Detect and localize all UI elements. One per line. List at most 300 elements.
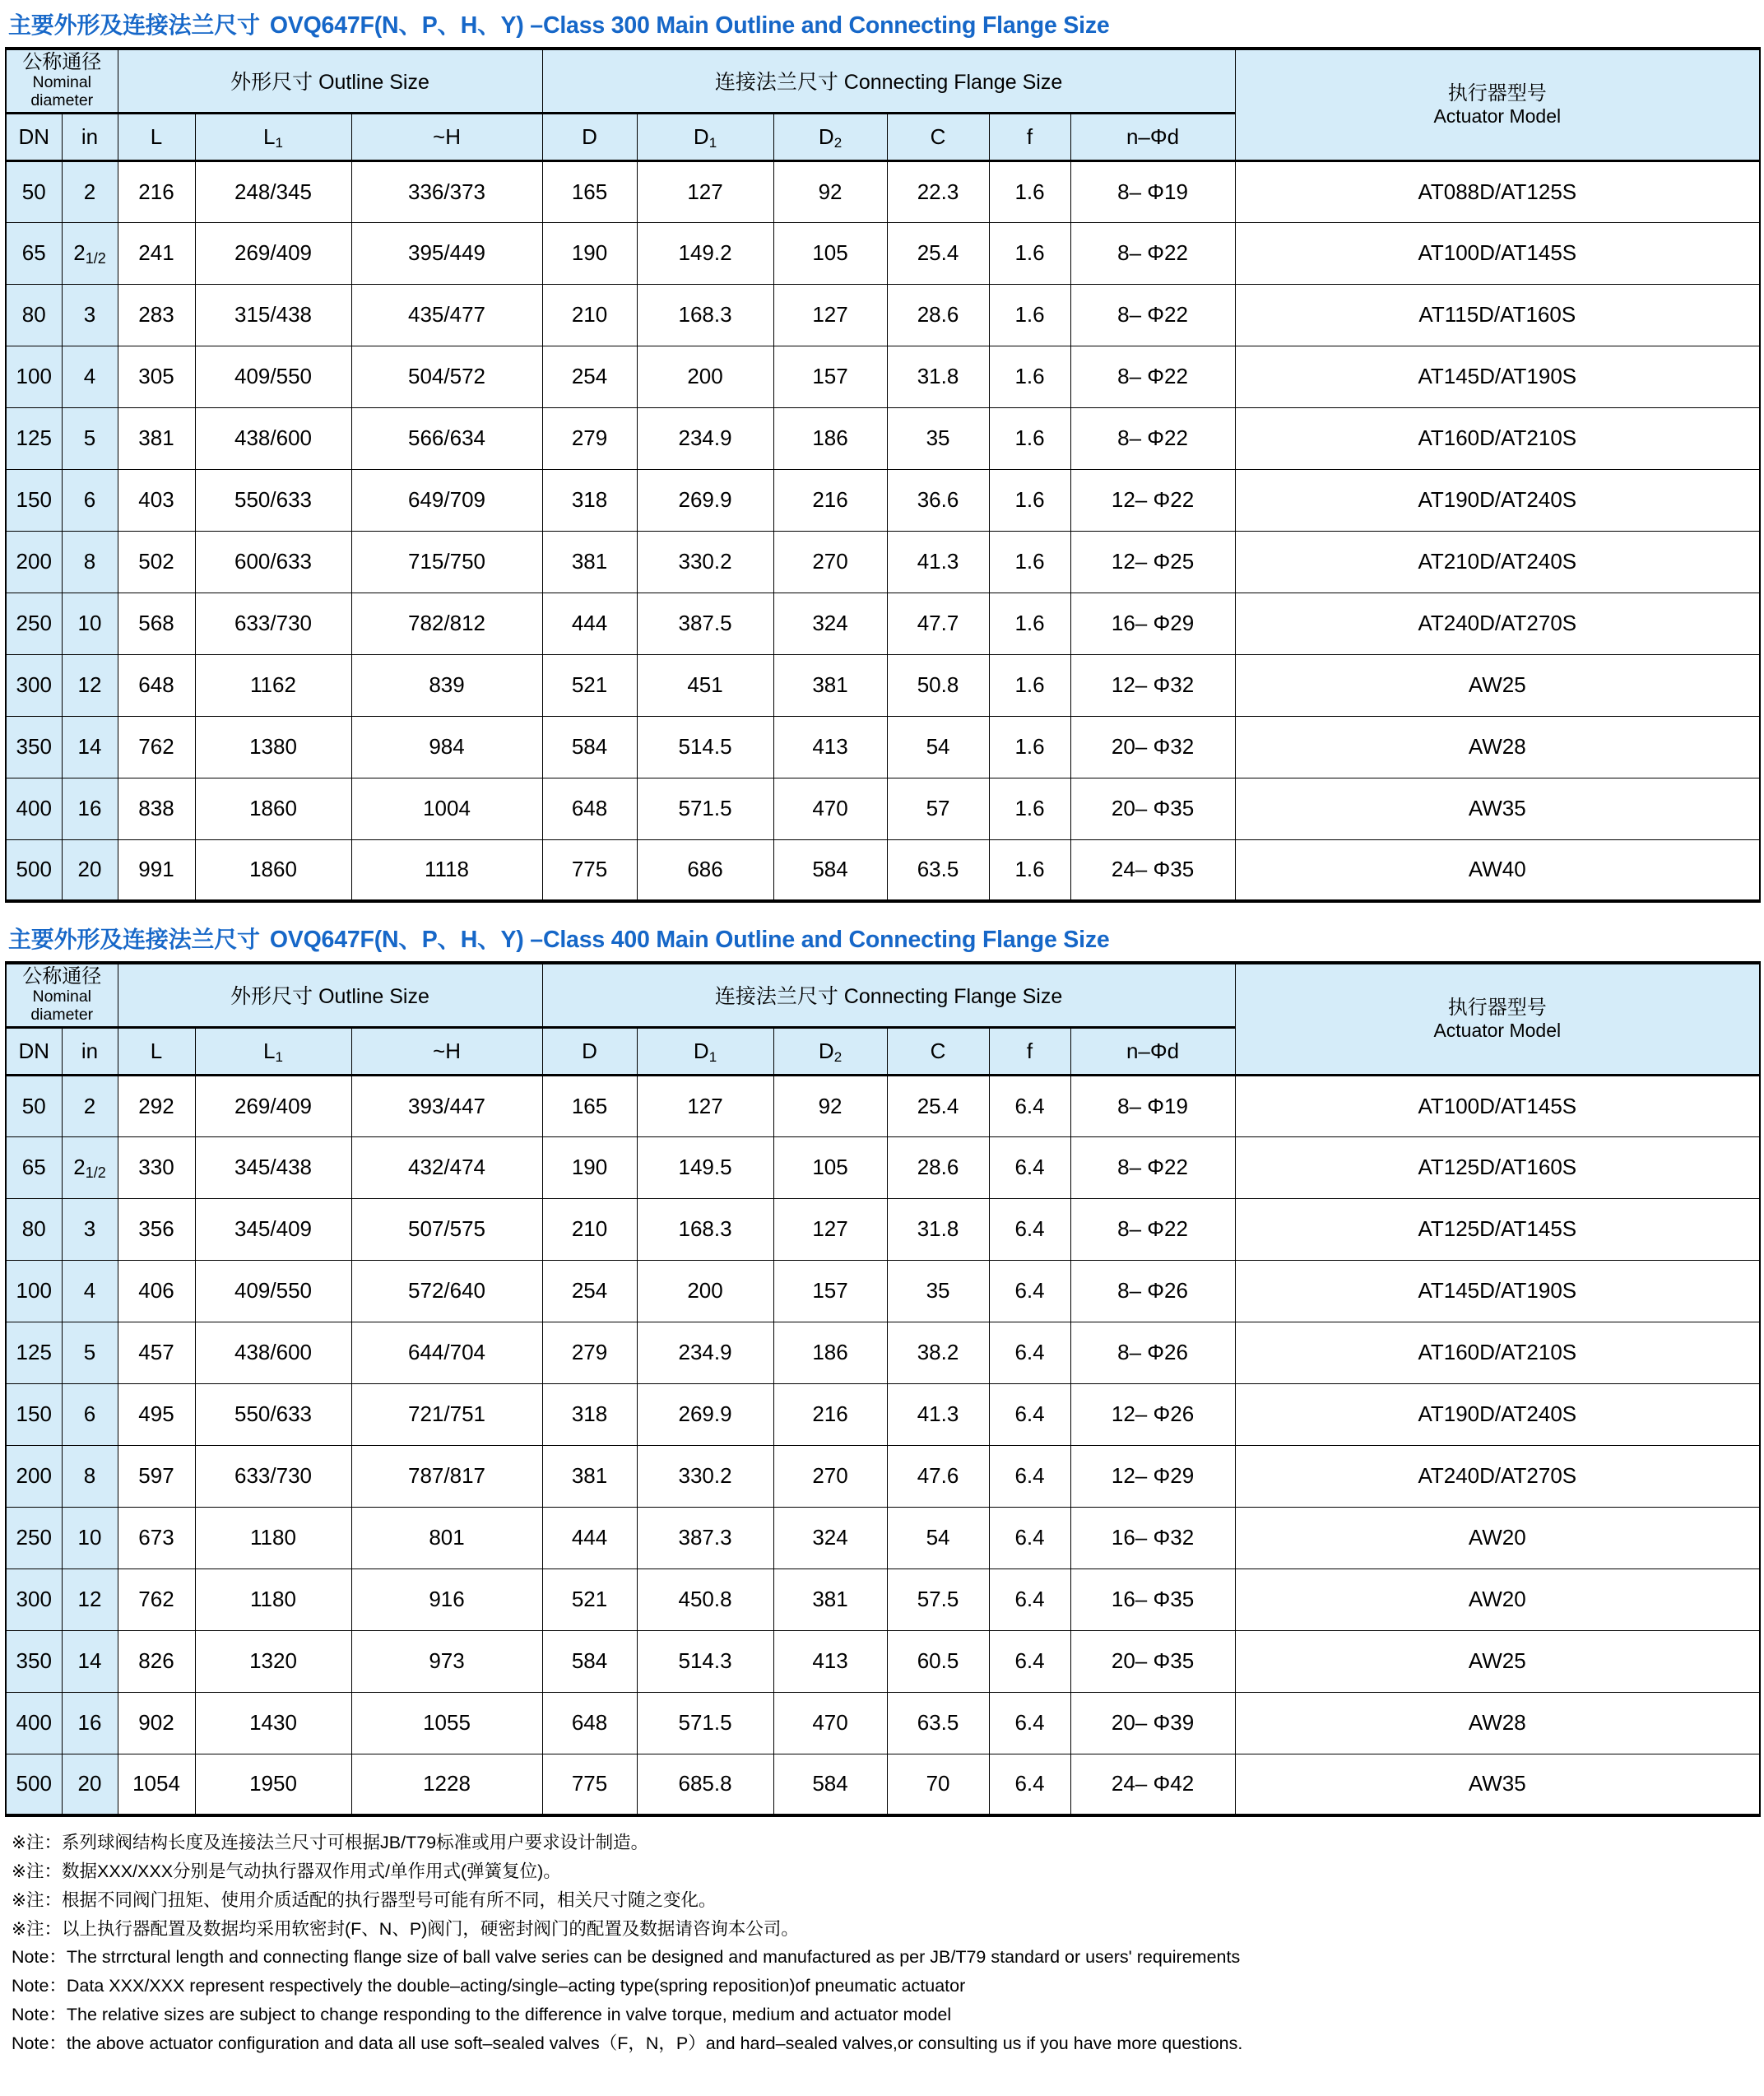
cell-L: 356 bbox=[118, 1198, 195, 1260]
cell-D2: 186 bbox=[773, 407, 887, 469]
cell-actuator: AT160D/AT210S bbox=[1235, 407, 1760, 469]
cell-in: 5 bbox=[62, 1322, 118, 1383]
cell-nfd: 8– Φ22 bbox=[1070, 222, 1235, 284]
cell-D2: 381 bbox=[773, 1569, 887, 1630]
cell-C: 63.5 bbox=[887, 1692, 989, 1754]
cell-H: 839 bbox=[351, 654, 542, 716]
cell-L: 838 bbox=[118, 778, 195, 839]
cell-dn: 150 bbox=[6, 1383, 62, 1445]
cell-D: 381 bbox=[542, 531, 637, 593]
cell-D: 318 bbox=[542, 469, 637, 531]
cell-H: 393/447 bbox=[351, 1075, 542, 1136]
cell-D1: 234.9 bbox=[637, 407, 773, 469]
table-row bbox=[6, 839, 1760, 901]
cell-H: 973 bbox=[351, 1630, 542, 1692]
cell-L1: 1950 bbox=[195, 1754, 351, 1815]
cell-actuator: AW28 bbox=[1235, 1692, 1760, 1754]
cell-L1: 315/438 bbox=[195, 284, 351, 346]
cell-C: 22.3 bbox=[887, 160, 989, 222]
cell-in: 14 bbox=[62, 1630, 118, 1692]
cell-f: 1.6 bbox=[989, 346, 1070, 407]
section-title-en-2: OVQ647F(N、P、H、Y) –Class 400 Main Outline and Connecting Flange Size bbox=[269, 927, 1110, 954]
cell-D2: 324 bbox=[773, 1507, 887, 1569]
spec-table-class-300 bbox=[5, 47, 1761, 903]
col-header-d2: $D_2$ bbox=[773, 113, 887, 160]
table-row bbox=[6, 1383, 1760, 1445]
cell-C: 47.6 bbox=[887, 1445, 989, 1507]
cell-C: 36.6 bbox=[887, 469, 989, 531]
cell-D: 318 bbox=[542, 1383, 637, 1445]
cell-H: 336/373 bbox=[351, 160, 542, 222]
cell-D: 775 bbox=[542, 1754, 637, 1815]
cell-D2: 157 bbox=[773, 346, 887, 407]
cell-f: 6.4 bbox=[989, 1630, 1070, 1692]
cell-D: 521 bbox=[542, 1569, 637, 1630]
cell-H: 916 bbox=[351, 1569, 542, 1630]
cell-nfd: 20– Φ35 bbox=[1070, 1630, 1235, 1692]
cell-dn: 65 bbox=[6, 1136, 62, 1198]
cell-L1: 1380 bbox=[195, 716, 351, 778]
cell-D: 190 bbox=[542, 1136, 637, 1198]
cell-D2: 270 bbox=[773, 531, 887, 593]
cell-D2: 92 bbox=[773, 1075, 887, 1136]
note-en-line: Note：Data XXX/XXX represent respectively the double–acting/single–acting type(spring reposition)of pneumatic actuator bbox=[12, 1976, 966, 1996]
cell-L: 762 bbox=[118, 716, 195, 778]
table-body-class-300 bbox=[6, 160, 1760, 901]
cell-actuator: AW40 bbox=[1235, 839, 1760, 901]
cell-D: 381 bbox=[542, 1445, 637, 1507]
cell-L: 762 bbox=[118, 1569, 195, 1630]
cell-D1: 200 bbox=[637, 1260, 773, 1322]
cell-nfd: 20– Φ32 bbox=[1070, 716, 1235, 778]
cell-nfd: 16– Φ29 bbox=[1070, 593, 1235, 654]
cell-dn: 65 bbox=[6, 222, 62, 284]
cell-in: 2 bbox=[62, 1075, 118, 1136]
cell-in: 12 bbox=[62, 1569, 118, 1630]
cell-L1: 269/409 bbox=[195, 222, 351, 284]
cell-L: 1054 bbox=[118, 1754, 195, 1815]
cell-dn: 250 bbox=[6, 1507, 62, 1569]
cell-L1: 1180 bbox=[195, 1507, 351, 1569]
cell-in: 14 bbox=[62, 716, 118, 778]
cell-L1: 1320 bbox=[195, 1630, 351, 1692]
cell-D: 444 bbox=[542, 1507, 637, 1569]
cell-H: 1055 bbox=[351, 1692, 542, 1754]
cell-nfd: 8– Φ22 bbox=[1070, 407, 1235, 469]
header-actuator-model bbox=[1235, 49, 1760, 160]
note-en-line: Note：The relative sizes are subject to change responding to the difference in valve torque, medium and actuator model bbox=[12, 2005, 952, 2025]
cell-dn: 80 bbox=[6, 284, 62, 346]
cell-L: 305 bbox=[118, 346, 195, 407]
cell-in: 4 bbox=[62, 346, 118, 407]
cell-dn: 500 bbox=[6, 1754, 62, 1815]
cell-nfd: 12– Φ25 bbox=[1070, 531, 1235, 593]
table-row bbox=[6, 716, 1760, 778]
cell-nfd: 12– Φ22 bbox=[1070, 469, 1235, 531]
table-row bbox=[6, 1507, 1760, 1569]
cell-in: 8 bbox=[62, 1445, 118, 1507]
cell-D1: 330.2 bbox=[637, 531, 773, 593]
cell-actuator: AT100D/AT145S bbox=[1235, 222, 1760, 284]
table-row bbox=[6, 1322, 1760, 1383]
cell-dn: 50 bbox=[6, 160, 62, 222]
note-cn-line: ※注：以上执行器配置及数据均采用软密封(F、N、P)阀门，硬密封阀门的配置及数据请咨询本公司。 bbox=[12, 1918, 799, 1939]
cell-L1: 345/438 bbox=[195, 1136, 351, 1198]
cell-D1: 571.5 bbox=[637, 1692, 773, 1754]
header-nominal-diameter-cn: 公称通径 bbox=[22, 51, 102, 73]
cell-f: 6.4 bbox=[989, 1198, 1070, 1260]
note-en-line: Note：the above actuator configuration and data all use soft–sealed valves（F，N，P）and hard–sealed valves,or consulting us if you have more questions. bbox=[12, 2033, 1243, 2053]
cell-L: 283 bbox=[118, 284, 195, 346]
cell-dn: 400 bbox=[6, 778, 62, 839]
cell-H: 395/449 bbox=[351, 222, 542, 284]
cell-L: 991 bbox=[118, 839, 195, 901]
cell-actuator: AW20 bbox=[1235, 1569, 1760, 1630]
cell-C: 25.4 bbox=[887, 222, 989, 284]
col-header-f-2: f bbox=[989, 1027, 1070, 1075]
cell-C: 41.3 bbox=[887, 1383, 989, 1445]
cell-actuator: AT190D/AT240S bbox=[1235, 1383, 1760, 1445]
cell-actuator: AT145D/AT190S bbox=[1235, 1260, 1760, 1322]
cell-in: 3 bbox=[62, 284, 118, 346]
cell-L: 502 bbox=[118, 531, 195, 593]
cell-D1: 234.9 bbox=[637, 1322, 773, 1383]
cell-D2: 216 bbox=[773, 469, 887, 531]
cell-in: 2 bbox=[62, 160, 118, 222]
cell-D2: 105 bbox=[773, 222, 887, 284]
section-title-cn-2: 主要外形及连接法兰尺寸 bbox=[8, 927, 260, 953]
cell-L1: 1860 bbox=[195, 778, 351, 839]
header-actuator-model-en-2: Actuator Model bbox=[1433, 1019, 1562, 1041]
cell-D1: 168.3 bbox=[637, 284, 773, 346]
cell-dn: 400 bbox=[6, 1692, 62, 1754]
cell-D2: 216 bbox=[773, 1383, 887, 1445]
cell-dn: 125 bbox=[6, 407, 62, 469]
cell-H: 566/634 bbox=[351, 407, 542, 469]
note-cn-line: ※注：系列球阀结构长度及连接法兰尺寸可根据JB/T79标准或用户要求设计制造。 bbox=[12, 1833, 649, 1853]
header-nominal-diameter-cn-2: 公称通径 bbox=[22, 965, 102, 988]
col-header-c-2: C bbox=[887, 1027, 989, 1075]
col-header-f: f bbox=[989, 113, 1070, 160]
cell-C: 25.4 bbox=[887, 1075, 989, 1136]
cell-L: 381 bbox=[118, 407, 195, 469]
cell-actuator: AT088D/AT125S bbox=[1235, 160, 1760, 222]
cell-C: 28.6 bbox=[887, 1136, 989, 1198]
cell-in: 12 bbox=[62, 654, 118, 716]
cell-in: 3 bbox=[62, 1198, 118, 1260]
cell-D2: 381 bbox=[773, 654, 887, 716]
cell-L: 648 bbox=[118, 654, 195, 716]
cell-dn: 100 bbox=[6, 346, 62, 407]
header-connecting-flange-size: 连接法兰尺寸 Connecting Flange Size bbox=[542, 49, 1235, 113]
cell-D: 775 bbox=[542, 839, 637, 901]
cell-nfd: 8– Φ26 bbox=[1070, 1260, 1235, 1322]
cell-nfd: 16– Φ35 bbox=[1070, 1569, 1235, 1630]
cell-D: 165 bbox=[542, 1075, 637, 1136]
note-en-line: Note：The strrctural length and connecting flange size of ball valve series can be designed and manufactured as per JB/T79 standard or users' requirements bbox=[12, 1947, 1241, 1968]
section-title-class-300 bbox=[5, 0, 1759, 47]
col-header-c: C bbox=[887, 113, 989, 160]
cell-H: 572/640 bbox=[351, 1260, 542, 1322]
cell-in: 10 bbox=[62, 593, 118, 654]
cell-D2: 470 bbox=[773, 1692, 887, 1754]
cell-D: 648 bbox=[542, 1692, 637, 1754]
cell-L1: 345/409 bbox=[195, 1198, 351, 1260]
cell-L: 330 bbox=[118, 1136, 195, 1198]
header-nominal-diameter-2 bbox=[6, 963, 118, 1027]
header-connecting-flange-size-2: 连接法兰尺寸 Connecting Flange Size bbox=[542, 963, 1235, 1027]
cell-L1: 438/600 bbox=[195, 407, 351, 469]
cell-C: 35 bbox=[887, 407, 989, 469]
cell-in: 4 bbox=[62, 1260, 118, 1322]
cell-actuator: AT160D/AT210S bbox=[1235, 1322, 1760, 1383]
cell-L1: 1430 bbox=[195, 1692, 351, 1754]
cell-in: 6 bbox=[62, 1383, 118, 1445]
cell-L: 216 bbox=[118, 160, 195, 222]
col-header-l-2: L bbox=[118, 1027, 195, 1075]
cell-C: 57 bbox=[887, 778, 989, 839]
col-header-dn-2: DN bbox=[6, 1027, 62, 1075]
cell-in: 21/2 bbox=[62, 222, 118, 284]
cell-nfd: 20– Φ35 bbox=[1070, 778, 1235, 839]
cell-nfd: 24– Φ42 bbox=[1070, 1754, 1235, 1815]
table-row bbox=[6, 531, 1760, 593]
header-nominal-diameter-en-2: Nominal diameter bbox=[30, 987, 94, 1024]
cell-D1: 514.3 bbox=[637, 1630, 773, 1692]
cell-in: 20 bbox=[62, 1754, 118, 1815]
cell-dn: 250 bbox=[6, 593, 62, 654]
cell-D1: 149.5 bbox=[637, 1136, 773, 1198]
cell-C: 38.2 bbox=[887, 1322, 989, 1383]
table-row bbox=[6, 1136, 1760, 1198]
table-row bbox=[6, 593, 1760, 654]
cell-dn: 300 bbox=[6, 1569, 62, 1630]
cell-L1: 633/730 bbox=[195, 1445, 351, 1507]
cell-D1: 149.2 bbox=[637, 222, 773, 284]
cell-nfd: 12– Φ29 bbox=[1070, 1445, 1235, 1507]
cell-D1: 269.9 bbox=[637, 469, 773, 531]
header-outline-size-2: 外形尺寸 Outline Size bbox=[118, 963, 542, 1027]
cell-f: 6.4 bbox=[989, 1322, 1070, 1383]
table-row bbox=[6, 778, 1760, 839]
cell-nfd: 8– Φ19 bbox=[1070, 160, 1235, 222]
col-header-h-2: ~H bbox=[351, 1027, 542, 1075]
table-header-group-row bbox=[6, 49, 1760, 113]
cell-D1: 269.9 bbox=[637, 1383, 773, 1445]
col-header-l1: $L_1$ bbox=[195, 113, 351, 160]
cell-actuator: AW35 bbox=[1235, 1754, 1760, 1815]
cell-D: 279 bbox=[542, 1322, 637, 1383]
cell-D: 165 bbox=[542, 160, 637, 222]
cell-L1: 409/550 bbox=[195, 346, 351, 407]
cell-nfd: 12– Φ32 bbox=[1070, 654, 1235, 716]
cell-in: 6 bbox=[62, 469, 118, 531]
table-row bbox=[6, 1260, 1760, 1322]
cell-H: 507/575 bbox=[351, 1198, 542, 1260]
cell-H: 432/474 bbox=[351, 1136, 542, 1198]
cell-L1: 1180 bbox=[195, 1569, 351, 1630]
cell-f: 1.6 bbox=[989, 593, 1070, 654]
note-cn-line: ※注：数据XXX/XXX分别是气动执行器双作用式/单作用式(弹簧复位)。 bbox=[12, 1861, 561, 1881]
cell-actuator: AW20 bbox=[1235, 1507, 1760, 1569]
cell-D2: 324 bbox=[773, 593, 887, 654]
cell-in: 20 bbox=[62, 839, 118, 901]
table-row bbox=[6, 469, 1760, 531]
header-actuator-model-cn-2: 执行器型号 bbox=[1447, 996, 1547, 1019]
header-outline-size: 外形尺寸 Outline Size bbox=[118, 49, 542, 113]
cell-f: 1.6 bbox=[989, 407, 1070, 469]
col-header-nfd-2: n–Φd bbox=[1070, 1027, 1235, 1075]
notes-english bbox=[12, 1943, 1759, 2057]
cell-f: 1.6 bbox=[989, 469, 1070, 531]
cell-dn: 80 bbox=[6, 1198, 62, 1260]
cell-in: 16 bbox=[62, 1692, 118, 1754]
cell-actuator: AT240D/AT270S bbox=[1235, 593, 1760, 654]
cell-L1: 1860 bbox=[195, 839, 351, 901]
cell-L: 495 bbox=[118, 1383, 195, 1445]
cell-f: 1.6 bbox=[989, 531, 1070, 593]
cell-f: 6.4 bbox=[989, 1569, 1070, 1630]
table-row bbox=[6, 1198, 1760, 1260]
cell-L: 597 bbox=[118, 1445, 195, 1507]
section-title-en: OVQ647F(N、P、H、Y) –Class 300 Main Outline and Connecting Flange Size bbox=[269, 12, 1110, 39]
cell-dn: 200 bbox=[6, 531, 62, 593]
cell-actuator: AT145D/AT190S bbox=[1235, 346, 1760, 407]
cell-D2: 92 bbox=[773, 160, 887, 222]
col-header-h: ~H bbox=[351, 113, 542, 160]
cell-D1: 127 bbox=[637, 160, 773, 222]
cell-D2: 186 bbox=[773, 1322, 887, 1383]
cell-D1: 514.5 bbox=[637, 716, 773, 778]
cell-nfd: 24– Φ35 bbox=[1070, 839, 1235, 901]
col-header-l: L bbox=[118, 113, 195, 160]
table-header-group-row-2 bbox=[6, 963, 1760, 1027]
col-header-nfd: n–Φd bbox=[1070, 113, 1235, 160]
cell-actuator: AW25 bbox=[1235, 1630, 1760, 1692]
cell-D2: 413 bbox=[773, 716, 887, 778]
cell-D2: 127 bbox=[773, 284, 887, 346]
cell-C: 28.6 bbox=[887, 284, 989, 346]
col-header-d: D bbox=[542, 113, 637, 160]
cell-C: 54 bbox=[887, 1507, 989, 1569]
col-header-in-2: in bbox=[62, 1027, 118, 1075]
cell-D: 444 bbox=[542, 593, 637, 654]
section-title-class-400 bbox=[5, 903, 1759, 961]
cell-L: 241 bbox=[118, 222, 195, 284]
cell-H: 715/750 bbox=[351, 531, 542, 593]
cell-D: 521 bbox=[542, 654, 637, 716]
cell-L1: 269/409 bbox=[195, 1075, 351, 1136]
cell-D: 210 bbox=[542, 1198, 637, 1260]
cell-D: 254 bbox=[542, 346, 637, 407]
cell-D1: 387.5 bbox=[637, 593, 773, 654]
cell-D1: 200 bbox=[637, 346, 773, 407]
cell-in: 10 bbox=[62, 1507, 118, 1569]
cell-f: 6.4 bbox=[989, 1383, 1070, 1445]
header-actuator-model-cn: 执行器型号 bbox=[1447, 81, 1547, 105]
cell-nfd: 12– Φ26 bbox=[1070, 1383, 1235, 1445]
cell-actuator: AT240D/AT270S bbox=[1235, 1445, 1760, 1507]
cell-L1: 600/633 bbox=[195, 531, 351, 593]
cell-f: 6.4 bbox=[989, 1692, 1070, 1754]
cell-nfd: 8– Φ22 bbox=[1070, 1198, 1235, 1260]
cell-actuator: AT115D/AT160S bbox=[1235, 284, 1760, 346]
cell-D1: 330.2 bbox=[637, 1445, 773, 1507]
cell-dn: 100 bbox=[6, 1260, 62, 1322]
notes-chinese bbox=[12, 1829, 1759, 1943]
cell-f: 6.4 bbox=[989, 1260, 1070, 1322]
cell-C: 60.5 bbox=[887, 1630, 989, 1692]
cell-f: 1.6 bbox=[989, 778, 1070, 839]
table-row bbox=[6, 654, 1760, 716]
cell-C: 54 bbox=[887, 716, 989, 778]
cell-D: 279 bbox=[542, 407, 637, 469]
cell-D2: 584 bbox=[773, 1754, 887, 1815]
cell-dn: 125 bbox=[6, 1322, 62, 1383]
cell-D: 254 bbox=[542, 1260, 637, 1322]
cell-L1: 550/633 bbox=[195, 469, 351, 531]
cell-L1: 633/730 bbox=[195, 593, 351, 654]
cell-L1: 550/633 bbox=[195, 1383, 351, 1445]
cell-D2: 105 bbox=[773, 1136, 887, 1198]
col-header-l1-2: $L_1$ bbox=[195, 1027, 351, 1075]
cell-D1: 571.5 bbox=[637, 778, 773, 839]
col-header-in: in bbox=[62, 113, 118, 160]
cell-actuator: AW28 bbox=[1235, 716, 1760, 778]
cell-f: 6.4 bbox=[989, 1507, 1070, 1569]
cell-f: 6.4 bbox=[989, 1445, 1070, 1507]
cell-dn: 350 bbox=[6, 1630, 62, 1692]
header-nominal-diameter bbox=[6, 49, 118, 113]
cell-D1: 451 bbox=[637, 654, 773, 716]
cell-D1: 450.8 bbox=[637, 1569, 773, 1630]
table-row bbox=[6, 1692, 1760, 1754]
cell-D1: 168.3 bbox=[637, 1198, 773, 1260]
cell-H: 504/572 bbox=[351, 346, 542, 407]
cell-L: 568 bbox=[118, 593, 195, 654]
cell-f: 1.6 bbox=[989, 160, 1070, 222]
cell-nfd: 8– Φ22 bbox=[1070, 1136, 1235, 1198]
cell-L: 403 bbox=[118, 469, 195, 531]
table-row bbox=[6, 1754, 1760, 1815]
cell-L1: 248/345 bbox=[195, 160, 351, 222]
cell-L: 902 bbox=[118, 1692, 195, 1754]
table-row bbox=[6, 1075, 1760, 1136]
cell-H: 984 bbox=[351, 716, 542, 778]
cell-D1: 387.3 bbox=[637, 1507, 773, 1569]
cell-H: 787/817 bbox=[351, 1445, 542, 1507]
cell-C: 50.8 bbox=[887, 654, 989, 716]
table-row bbox=[6, 284, 1760, 346]
cell-L: 292 bbox=[118, 1075, 195, 1136]
cell-f: 1.6 bbox=[989, 839, 1070, 901]
cell-f: 1.6 bbox=[989, 716, 1070, 778]
cell-H: 782/812 bbox=[351, 593, 542, 654]
cell-C: 41.3 bbox=[887, 531, 989, 593]
cell-H: 1228 bbox=[351, 1754, 542, 1815]
cell-D2: 584 bbox=[773, 839, 887, 901]
cell-H: 1004 bbox=[351, 778, 542, 839]
cell-D: 584 bbox=[542, 716, 637, 778]
cell-D2: 470 bbox=[773, 778, 887, 839]
cell-L: 673 bbox=[118, 1507, 195, 1569]
cell-H: 1118 bbox=[351, 839, 542, 901]
cell-D2: 157 bbox=[773, 1260, 887, 1322]
cell-actuator: AW25 bbox=[1235, 654, 1760, 716]
cell-D: 210 bbox=[542, 284, 637, 346]
table-row bbox=[6, 1569, 1760, 1630]
notes-section bbox=[5, 1829, 1759, 2058]
